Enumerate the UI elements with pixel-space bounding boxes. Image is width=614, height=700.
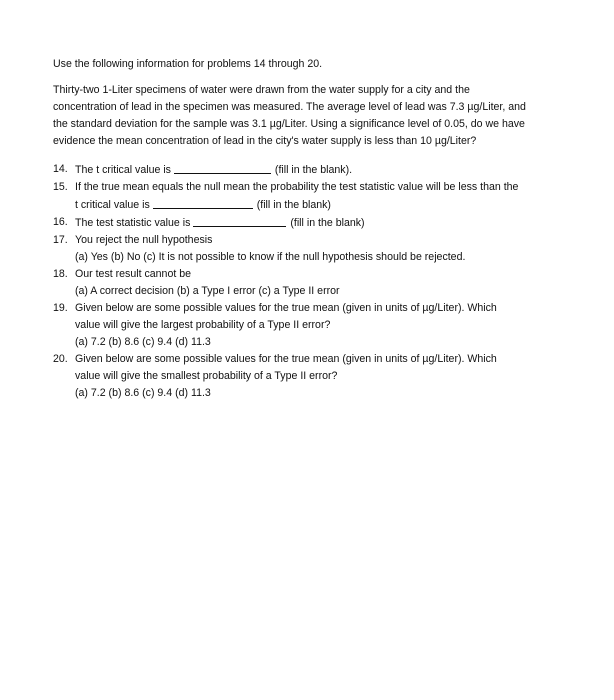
problem-15 — [53, 179, 603, 214]
problem-text: If the true mean equals the null mean the probability the test statistic value will be less than the — [75, 181, 519, 193]
problem-text: Given below are some possible values for the true mean (given in units of µg/Liter). Which — [75, 302, 497, 314]
problem-text-continued: t critical value is — [75, 199, 150, 211]
problem-text-continued: value will give the largest probability of a Type II error? — [75, 319, 331, 331]
paragraph-line: evidence the mean concentration of lead in the city's water supply is less than 10 µg/Liter? — [53, 135, 477, 147]
answer-options: (a) A correct decision (b) a Type I error (c) a Type II error — [75, 285, 340, 297]
problem-14 — [53, 161, 603, 179]
problem-20 — [53, 351, 603, 402]
problem-number: 18. — [53, 268, 68, 280]
problem-16 — [53, 214, 603, 232]
problem-context-paragraph — [53, 82, 598, 150]
problem-number: 17. — [53, 234, 68, 246]
problem-number: 14. — [53, 163, 68, 175]
paragraph-line: concentration of lead in the specimen was measured. The average level of lead was 7.3 µg/Liter, and — [53, 101, 526, 113]
problem-text: Our test result cannot be — [75, 268, 192, 280]
problem-number: 20. — [53, 353, 68, 365]
answer-options: (a) 7.2 (b) 8.6 (c) 9.4 (d) 11.3 — [75, 336, 211, 348]
problem-19 — [53, 300, 603, 351]
problem-text: You reject the null hypothesis — [75, 234, 213, 246]
answer-options: (a) 7.2 (b) 8.6 (c) 9.4 (d) 11.3 — [75, 387, 211, 399]
problem-18 — [53, 266, 603, 300]
answer-options: (a) Yes (b) No (c) It is not possible to know if the null hypothesis should be rejected. — [75, 251, 466, 263]
problem-text-continued: value will give the smallest probability of a Type II error? — [75, 370, 338, 382]
paragraph-line: the standard deviation for the sample was 3.1 µg/Liter. Using a significance level of 0.05, do we have — [53, 118, 525, 130]
answer-blank[interactable] — [174, 161, 271, 174]
paragraph-line: Thirty-two 1-Liter specimens of water were drawn from the water supply for a city and the — [53, 84, 470, 96]
fill-in-note: (fill in the blank) — [290, 217, 365, 229]
problem-text: The t critical value is — [75, 164, 171, 176]
answer-blank[interactable] — [153, 196, 253, 209]
problem-text: The test statistic value is — [75, 217, 191, 229]
problem-17 — [53, 232, 603, 266]
problem-number: 15. — [53, 181, 68, 193]
answer-blank[interactable] — [193, 214, 286, 227]
problem-text: Given below are some possible values for the true mean (given in units of µg/Liter). Which — [75, 353, 497, 365]
problem-number: 16. — [53, 216, 68, 228]
intro-text: Use the following information for problems 14 through 20. — [53, 58, 323, 70]
problem-number: 19. — [53, 302, 68, 314]
problem-list — [53, 161, 603, 402]
fill-in-note: (fill in the blank) — [256, 199, 331, 211]
fill-in-note: (fill in the blank). — [274, 164, 353, 176]
